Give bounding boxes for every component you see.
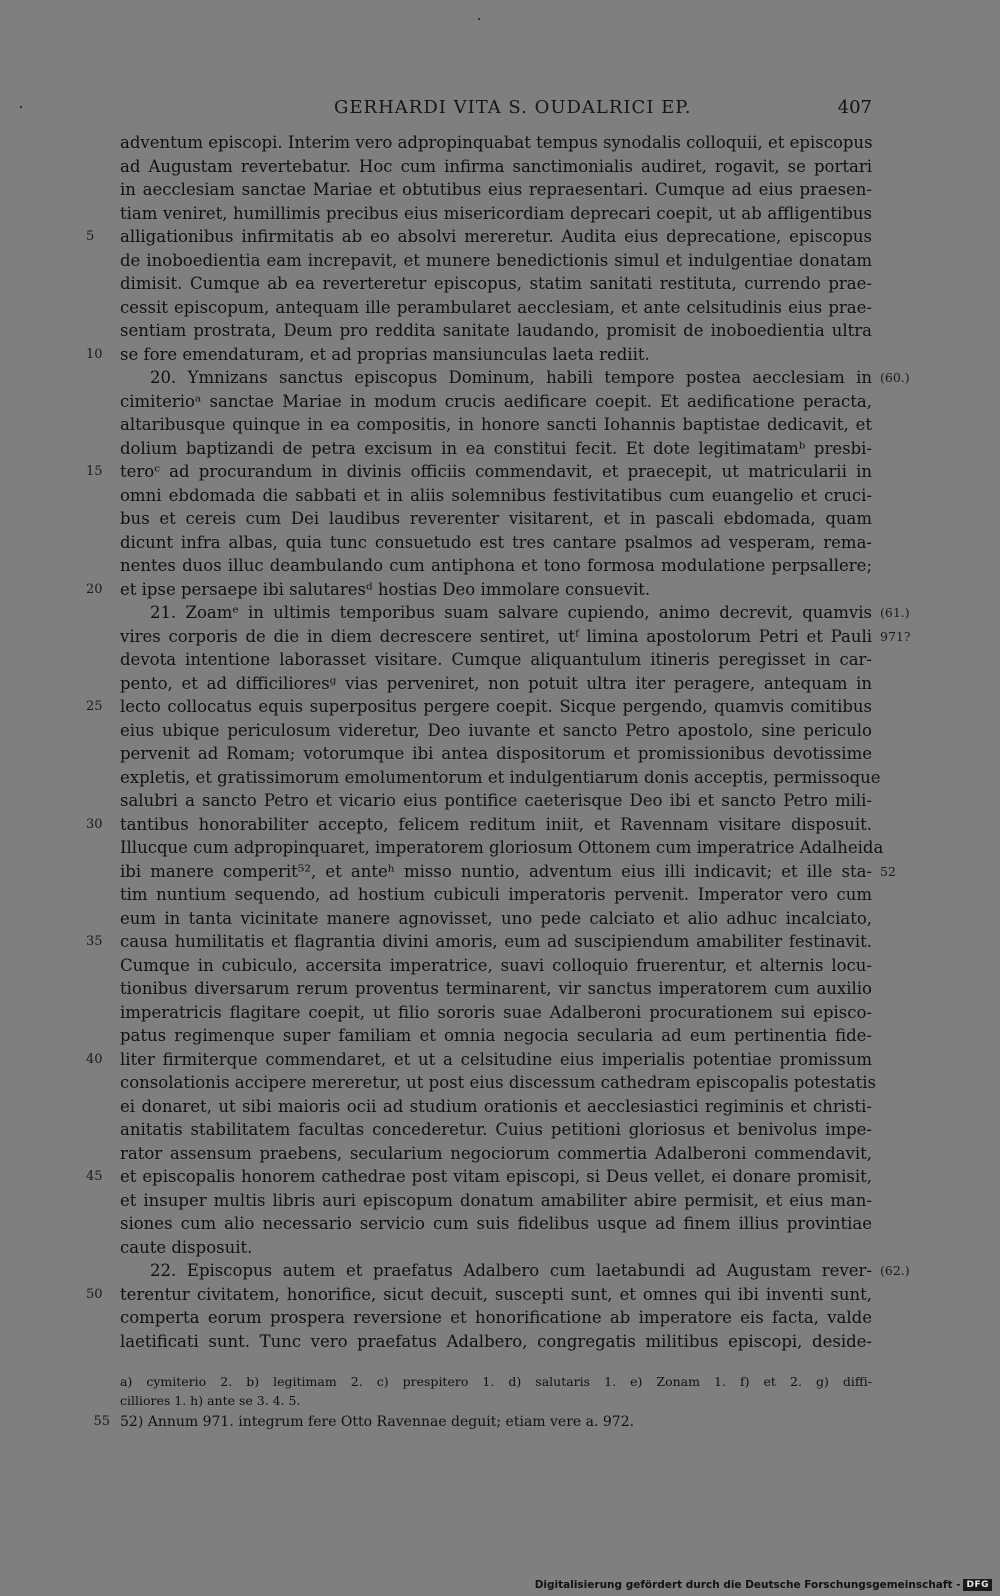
line-number: 40 bbox=[86, 1051, 103, 1067]
line-text: tiam veniret, humillimis precibus eius misericordiam deprecari coepit, ut ab affligentibus bbox=[120, 203, 872, 223]
line-text: pervenit ad Romam; votorumque ibi antea dispositorum et promissionibus devotissime bbox=[120, 744, 872, 763]
text-line bbox=[120, 131, 872, 155]
text-line bbox=[120, 1236, 872, 1260]
line-text: laetificati sunt. Tunc vero praefatus Adalbero, congregatis militibus episcopi, deside- bbox=[120, 1331, 872, 1351]
text-line bbox=[120, 1306, 872, 1330]
text-line bbox=[86, 813, 872, 837]
text-line bbox=[86, 1283, 872, 1307]
text-line bbox=[86, 930, 872, 954]
line-number: 5 bbox=[86, 229, 95, 244]
text-line bbox=[120, 766, 881, 790]
text-line bbox=[120, 672, 872, 696]
running-title: GERHARDI VITA S. OUDALRICI EP. bbox=[334, 97, 692, 118]
line-text: adventum episcopi. Interim vero adpropinquabat tempus synodalis colloquii, et episcopus bbox=[120, 133, 873, 152]
text-line bbox=[120, 625, 911, 649]
line-text: 20. Ymnizans sanctus episcopus Dominum, habili tempore postea aecclesiam in bbox=[150, 368, 872, 387]
line-text: nentes duos illuc deambulando cum antiphona et tono formosa modulatione perpsallere; bbox=[120, 556, 872, 575]
line-text: ad Augustam revertebatur. Hoc cum infirma sanctimonialis audiret, rogavit, se portari bbox=[120, 156, 872, 176]
margin-note: 52 bbox=[880, 863, 896, 879]
historical-footnote bbox=[93, 1412, 872, 1432]
line-text: in aecclesiam sanctae Mariae et obtutibus eius repraesentari. Cumque ad eius praesen- bbox=[120, 180, 872, 199]
text-line bbox=[120, 907, 872, 931]
margin-note: (61.) bbox=[880, 605, 910, 620]
line-number: 10 bbox=[86, 346, 103, 362]
line-text: altaribusque quinque in ea compositis, in honore sancti Iohannis baptistae dedicavit, et bbox=[120, 415, 872, 434]
text-line bbox=[86, 695, 872, 719]
credit-text: Digitalisierung gefördert durch die Deutsche Forschungsgemeinschaft - bbox=[534, 1579, 961, 1591]
text-line bbox=[120, 883, 872, 907]
line-text: cimiterioᵃ sanctae Mariae in modum crucis aedificare coepit. Et aedificatione peracta, bbox=[120, 391, 872, 411]
line-text: eum in tanta vicinitate manere agnovisset, uno pede calciato et alio adhuc incalciato, bbox=[120, 908, 872, 928]
line-text: 22. Episcopus autem et praefatus Adalbero cum laetabundi ad Augustam rever- bbox=[150, 1261, 872, 1280]
footnote-line: a) cymiterio 2. b) legitimam 2. c) prespitero 1. d) salutaris 1. e) Zonam 1. f) et 2. g) diffi- bbox=[120, 1374, 872, 1389]
line-text: Illucque cum adpropinquaret, imperatorem gloriosum Ottonem cum imperatrice Adalheida bbox=[120, 838, 884, 857]
line-number: 30 bbox=[86, 816, 103, 832]
text-line bbox=[120, 554, 872, 578]
text-line bbox=[120, 155, 872, 179]
text-line bbox=[120, 601, 910, 625]
text-line bbox=[120, 178, 872, 202]
historical-footnote-text: 52) Annum 971. integrum fere Otto Ravennae deguit; etiam vere a. 972. bbox=[120, 1414, 635, 1430]
line-text: cessit episcopum, antequam ille perambularet aecclesiam, et ante celsitudinis eius prae- bbox=[120, 297, 872, 317]
text-line bbox=[120, 531, 872, 555]
line-text: alligationibus infirmitatis ab eo absolvi mereretur. Audita eius deprecatione, episcopus bbox=[120, 227, 872, 246]
page-header bbox=[120, 97, 872, 127]
text-line bbox=[86, 225, 872, 249]
line-number: 50 bbox=[86, 1286, 103, 1302]
text-line bbox=[120, 789, 872, 813]
text-line bbox=[120, 1118, 872, 1142]
line-number: 55 bbox=[93, 1414, 110, 1429]
text-line bbox=[120, 1095, 872, 1119]
text-line bbox=[120, 249, 872, 273]
text-line bbox=[120, 1330, 872, 1354]
line-text: liter firmiterque commendaret, et ut a celsitudine eius imperialis potentiae promissum bbox=[120, 1049, 872, 1069]
line-text: ei donaret, ut sibi maioris ocii ad studium orationis et aecclesiastici regiminis et christi- bbox=[120, 1096, 872, 1116]
text-line bbox=[86, 578, 872, 602]
line-text: dicunt infra albas, quia tunc consuetudo est tres cantare psalmos ad vesperam, rema- bbox=[120, 532, 872, 552]
text-line bbox=[120, 742, 872, 766]
text-line bbox=[86, 460, 872, 484]
text-line bbox=[120, 507, 872, 531]
line-number: 25 bbox=[86, 699, 103, 714]
page-number: 407 bbox=[837, 97, 872, 118]
line-text: omni ebdomada die sabbati et in aliis solemnibus festivitatibus cum euangelio et cruci- bbox=[120, 485, 872, 505]
line-text: se fore emendaturam, et ad proprias mansiunculas laeta rediit. bbox=[120, 344, 650, 364]
line-text: et insuper multis libris auri episcopum donatum amabiliter abire permisit, et eius man- bbox=[120, 1190, 872, 1210]
margin-note: 971? bbox=[880, 628, 911, 644]
line-text: dolium baptizandi de petra excisum in ea constitui fecit. Et dote legitimatamᵇ presbi- bbox=[120, 438, 872, 458]
margin-note: (60.) bbox=[880, 370, 910, 385]
line-text: terentur civitatem, honorifice, sicut decuit, suscepti sunt, et omnes qui ibi inventi sunt, bbox=[120, 1284, 872, 1304]
line-text: caute disposuit. bbox=[120, 1237, 253, 1257]
text-line bbox=[120, 977, 872, 1001]
line-text: et ipse persaepe ibi salutaresᵈ hostias Deo immolare consuevit. bbox=[120, 579, 651, 599]
line-number: 45 bbox=[86, 1169, 103, 1184]
line-text: salubri a sancto Petro et vicario eius pontifice caeterisque Deo ibi et sancto Petro mili- bbox=[120, 791, 872, 810]
text-line bbox=[120, 1024, 872, 1048]
line-text: dimisit. Cumque ab ea reverteretur episcopus, statim sanitati restituta, currendo prae- bbox=[120, 274, 872, 293]
text-line bbox=[120, 437, 872, 461]
line-text: expletis, et gratissimorum emolumentorum et indulgentiarum donis acceptis, permissoque bbox=[120, 767, 881, 787]
line-text: consolationis accipere mereretur, ut post eius discessum cathedram episcopalis potestatis bbox=[120, 1073, 877, 1092]
line-text: tantibus honorabiliter accepto, felicem reditum iniit, et Ravennam visitare disposuit. bbox=[120, 814, 872, 834]
main-text bbox=[86, 131, 911, 1353]
textual-footnotes bbox=[120, 1372, 872, 1410]
line-text: imperatricis flagitare coepit, ut filio sororis suae Adalberoni procurationem sui episco- bbox=[120, 1002, 872, 1022]
line-text: tim nuntium sequendo, ad hostium cubiculi imperatoris pervenit. Imperator vero cum bbox=[120, 885, 872, 904]
text-line bbox=[120, 1212, 872, 1236]
line-text: rator assensum praebens, secularium negociorum commertia Adalberoni commendavit, bbox=[120, 1143, 872, 1163]
line-text: tionibus diversarum rerum proventus terminarent, vir sanctus imperatorem cum auxilio bbox=[120, 979, 872, 998]
text-line bbox=[120, 1259, 910, 1283]
line-text: Cumque in cubiculo, accersita imperatrice, suavi colloquio fruerentur, et alternis locu- bbox=[120, 955, 872, 975]
line-text: bus et cereis cum Dei laudibus reverenter visitarent, et in pascali ebdomada, quam bbox=[120, 509, 872, 528]
text-line bbox=[120, 272, 872, 296]
text-line bbox=[120, 366, 910, 390]
text-line bbox=[120, 484, 872, 508]
scan-speck bbox=[478, 18, 480, 20]
line-text: siones cum alio necessario servicio cum suis fidelibus usque ad finem illius provintiae bbox=[120, 1214, 872, 1233]
text-line bbox=[120, 836, 884, 860]
text-line bbox=[120, 390, 872, 414]
line-text: eius ubique periculosum videretur, Deo iuvante et sancto Petro apostolo, sine periculo bbox=[120, 720, 872, 740]
line-text: sentiam prostrata, Deum pro reddita sanitate laudando, promisit de inoboedientia ultra bbox=[120, 321, 872, 340]
line-text: causa humilitatis et flagrantia divini amoris, eum ad suscipiendum amabiliter festinavit. bbox=[120, 932, 872, 951]
line-text: vires corporis de die in diem decrescere sentiret, utᶠ limina apostolorum Petri et Pauli bbox=[120, 626, 872, 646]
text-line bbox=[120, 954, 872, 978]
line-text: anitatis stabilitatem facultas concederetur. Cuius petitioni gloriosus et benivolus impe- bbox=[120, 1120, 872, 1139]
line-text: ibi manere comperit⁵², et anteʰ misso nuntio, adventum eius illi indicavit; et ille sta- bbox=[120, 861, 872, 881]
text-line bbox=[120, 296, 872, 320]
text-line bbox=[120, 1189, 872, 1213]
text-line bbox=[120, 413, 872, 437]
footnote-line: cilliores 1. h) ante se 3. 4. 5. bbox=[120, 1393, 301, 1408]
text-line bbox=[120, 1001, 872, 1025]
text-line bbox=[86, 1165, 872, 1189]
line-number: 20 bbox=[86, 581, 103, 597]
line-number: 35 bbox=[86, 934, 103, 949]
line-text: patus regimenque super familiam et omnia negocia secularia ad eum pertinentia fide- bbox=[120, 1026, 872, 1045]
text-line bbox=[120, 719, 872, 743]
text-line bbox=[86, 1048, 872, 1072]
text-line bbox=[120, 319, 872, 343]
dfg-logo-icon: DFG bbox=[963, 1579, 992, 1591]
line-text: lecto collocatus equis superpositus pergere coepit. Sicque pergendo, quamvis comitibus bbox=[120, 697, 872, 716]
text-line bbox=[120, 648, 872, 672]
line-text: et episcopalis honorem cathedrae post vitam episcopi, si Deus vellet, ei donare promisit, bbox=[120, 1167, 872, 1186]
text-line bbox=[86, 343, 872, 367]
line-text: devota intentione laborasset visitare. Cumque aliquantulum itineris peregisset in car- bbox=[120, 650, 872, 669]
line-text: 21. Zoamᵉ in ultimis temporibus suam salvare cupiendo, animo decrevit, quamvis bbox=[150, 603, 872, 622]
line-text: pento, et ad difficilioresᵍ vias perveniret, non potuit ultra iter peragere, antequam in bbox=[120, 673, 872, 693]
scan-speck bbox=[20, 106, 22, 108]
text-line bbox=[120, 1142, 872, 1166]
line-text: teroᶜ ad procurandum in divinis officiis commendavit, et praecepit, ut matricularii in bbox=[120, 462, 872, 481]
line-number: 15 bbox=[86, 464, 103, 479]
text-line bbox=[120, 860, 896, 884]
line-text: de inoboedientia eam increpavit, et munere benedictionis simul et indulgentiae donatam bbox=[120, 250, 872, 270]
margin-note: (62.) bbox=[880, 1263, 910, 1278]
digitization-credit bbox=[535, 1579, 992, 1591]
text-line bbox=[120, 202, 872, 226]
text-line bbox=[120, 1071, 877, 1095]
line-text: comperta eorum prospera reversione et honorificatione ab imperatore eis facta, valde bbox=[120, 1308, 872, 1327]
